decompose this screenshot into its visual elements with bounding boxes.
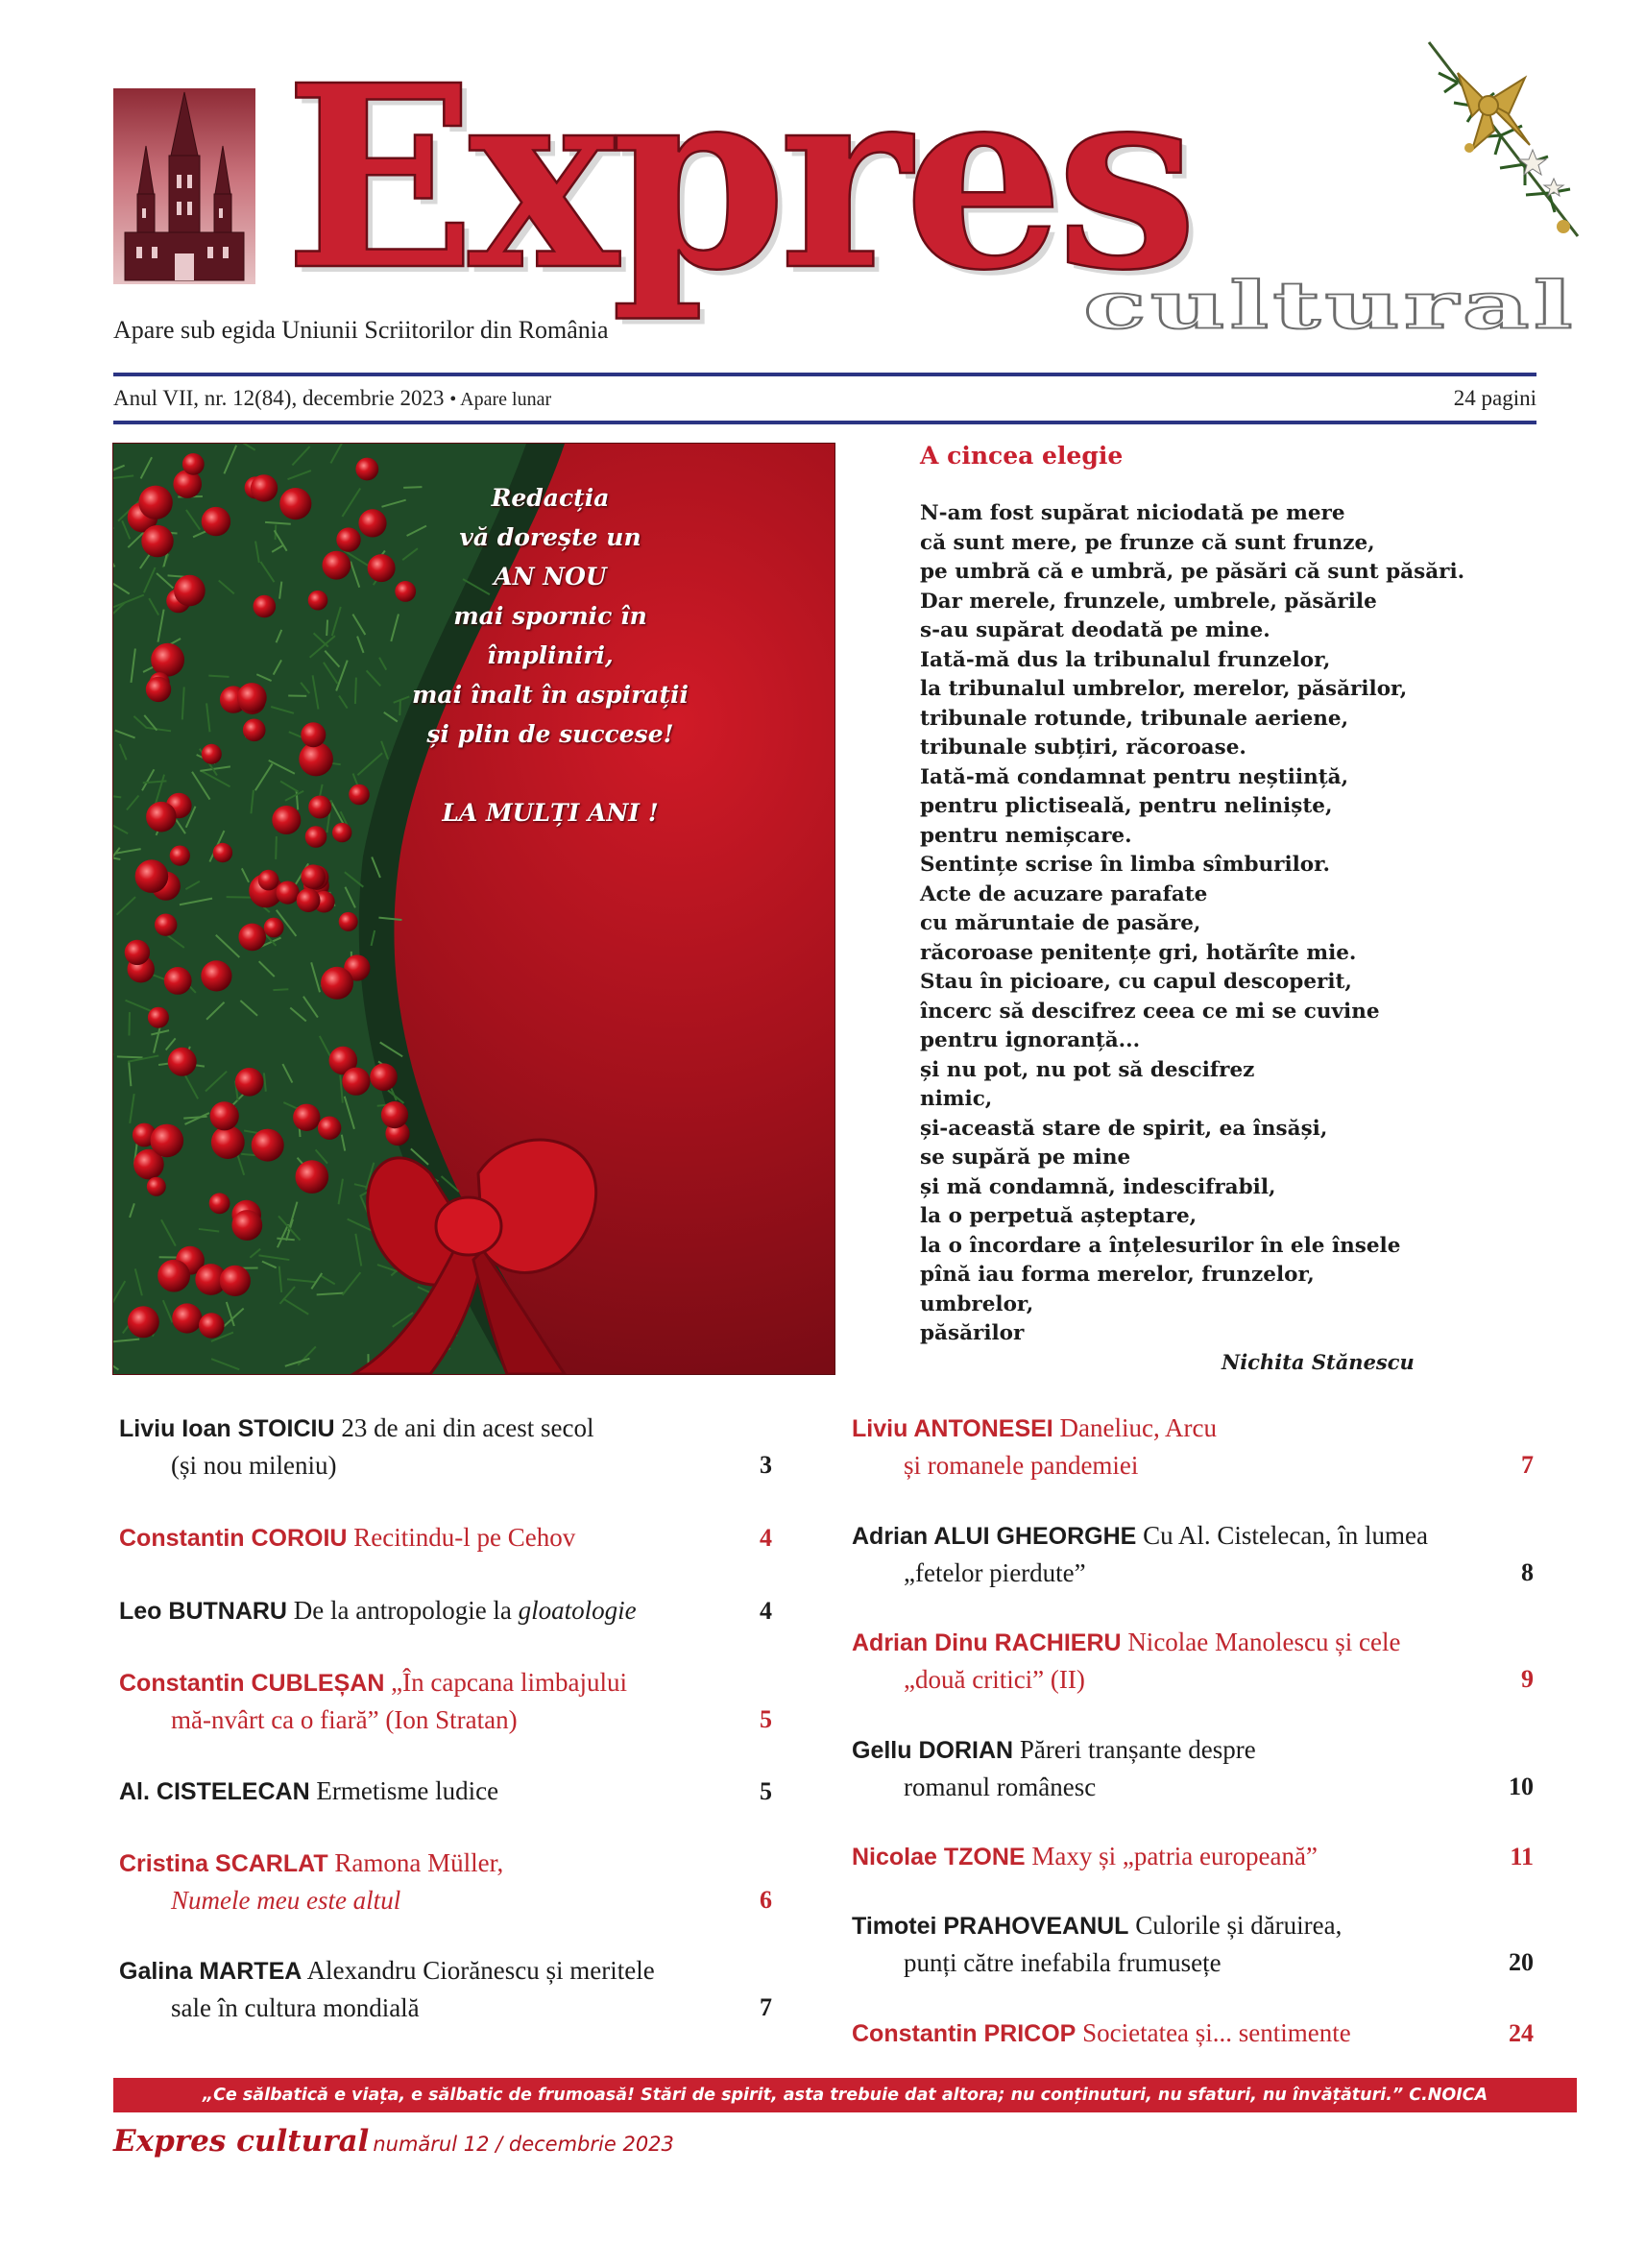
toc-author: Constantin COROIU	[119, 1525, 348, 1552]
greeting-wish: LA MULȚI ANI !	[442, 799, 659, 827]
toc-title: Păreri tranșante despre	[1019, 1735, 1256, 1764]
poem-line: la o perpetuă așteptare,	[920, 1204, 1197, 1228]
issue-info	[113, 386, 551, 411]
toc-title-cont: „două critici” (II)	[904, 1665, 1085, 1694]
poem-line: și-această stare de spirit, ea însăși,	[920, 1116, 1328, 1141]
footer-issue: numărul 12 / decembrie 2023	[373, 2133, 674, 2156]
greeting-line: vă dorește un	[459, 523, 641, 551]
issue-frequency: • Apare lunar	[449, 389, 552, 410]
toc-page: 6	[760, 1886, 772, 1914]
toc-page: 7	[760, 1993, 772, 2021]
poem-line: că sunt mere, pe frunze că sunt frunze,	[920, 530, 1375, 555]
toc-entry[interactable]	[119, 1410, 772, 1484]
toc-author: Liviu ANTONESEI	[852, 1415, 1053, 1442]
poem-line: umbrelor,	[920, 1291, 1034, 1316]
toc-entry[interactable]	[119, 1845, 772, 1918]
poem-title: A cincea elegie	[920, 442, 1124, 470]
poem-line: pentru ignoranță...	[920, 1028, 1141, 1052]
toc-title-cont: punți către inefabila frumusețe	[904, 1948, 1222, 1977]
toc-entry[interactable]	[119, 1664, 772, 1738]
toc-entry[interactable]	[852, 1624, 1534, 1698]
poem-line: Stau în picioare, cu capul descoperit,	[920, 970, 1352, 994]
poem-line: pînă iau forma merelor, frunzelor,	[920, 1263, 1315, 1287]
masthead-subtitle: cultural	[1083, 268, 1577, 344]
toc-title-cont: sale în cultura mondială	[171, 1993, 420, 2022]
toc-author: Adrian ALUI GHEORGHE	[852, 1523, 1137, 1550]
poem-line: Dar merele, frunzele, umbrele, păsările	[920, 589, 1377, 614]
toc-title: Societatea și... sentimente	[1082, 2018, 1351, 2047]
toc-author: Nicolae TZONE	[852, 1844, 1026, 1870]
publisher-tagline: Apare sub egida Uniunii Scriitorilor din România	[113, 316, 609, 344]
poem-line: Sentințe scrise în limba sîmburilor.	[920, 853, 1330, 877]
poem-line: cu măruntaie de pasăre,	[920, 911, 1201, 935]
toc-title: 23 de ani din acest secol	[341, 1413, 594, 1442]
poem-line: tribunale rotunde, tribunale aeriene,	[920, 706, 1349, 731]
masthead-logo-tower	[113, 88, 255, 284]
toc-title-cont: și romanele pandemiei	[904, 1451, 1139, 1480]
toc-entry[interactable]	[852, 1907, 1534, 1981]
poem-line: păsărilor	[920, 1321, 1025, 1345]
toc-title: De la antropologie la	[293, 1596, 512, 1625]
toc-author: Timotei PRAHOVEANUL	[852, 1913, 1129, 1940]
toc-title: Recitindu-l pe Cehov	[353, 1523, 576, 1552]
toc-entry[interactable]	[119, 1773, 772, 1810]
toc-author: Galina MARTEA	[119, 1958, 302, 1985]
toc-author: Adrian Dinu RACHIERU	[852, 1629, 1122, 1656]
toc-title: Daneliuc, Arcu	[1059, 1413, 1217, 1442]
poem-line: Iată-mă dus la tribunalul frunzelor,	[920, 647, 1331, 672]
poem-author: Nichita Stănescu	[1222, 1350, 1415, 1374]
poem-line: Iată-mă condamnat pentru neștiință,	[920, 764, 1349, 789]
greeting-message	[406, 478, 694, 832]
toc-page: 3	[760, 1451, 772, 1479]
poem-body	[920, 499, 1464, 1349]
toc-title: Culorile și dăruirea,	[1135, 1911, 1343, 1940]
poem-line: se supără pe mine	[920, 1146, 1131, 1170]
toc-title: Ermetisme ludice	[316, 1776, 499, 1805]
poem-line: la tribunalul umbrelor, merelor, păsărilor,	[920, 677, 1408, 701]
toc-title: Maxy și „patria europeană”	[1031, 1842, 1318, 1870]
poem-line: nimic,	[920, 1087, 993, 1111]
masthead-rule-bottom	[113, 421, 1536, 424]
toc-title-italic: gloatologie	[518, 1596, 637, 1625]
toc-title-cont: mă-nvârt ca o fiară” (Ion Stratan)	[171, 1705, 518, 1734]
toc-entry[interactable]	[119, 1519, 772, 1556]
toc-page: 5	[760, 1777, 772, 1805]
greeting-line: mai înalt în aspirații	[411, 681, 689, 709]
noica-quote-banner: „Ce sălbatică e viața, e sălbatic de frumoasă! Stări de spirit, asta trebuie dat altora; nu conținuturi, nu sfaturi, nu învățături.” C.NOICA	[113, 2078, 1577, 2112]
toc-entry[interactable]	[852, 1517, 1534, 1591]
toc-page: 24	[1509, 2019, 1534, 2047]
christmas-wreath-image	[113, 444, 835, 1374]
toc-title-cont: „fetelor pierdute”	[904, 1558, 1086, 1587]
toc-page: 20	[1509, 1948, 1534, 1976]
toc-page: 11	[1510, 1843, 1534, 1870]
poem-line: și nu pot, nu pot să descifrez	[920, 1057, 1255, 1082]
toc-author: Al. CISTELECAN	[119, 1778, 310, 1805]
toc-entry[interactable]	[852, 2015, 1534, 2052]
masthead-title: Expres	[284, 30, 1191, 326]
issue-number: Anul VII, nr. 12(84), decembrie 2023	[113, 386, 445, 410]
toc-entry[interactable]	[852, 1410, 1534, 1484]
toc-title: Ramona Müller,	[334, 1848, 504, 1877]
toc-title: „În capcana limbajului	[391, 1668, 628, 1697]
page-footer	[113, 2124, 674, 2159]
page-count: 24 pagini	[1453, 386, 1536, 410]
toc-title: Cu Al. Cistelecan, în lumea	[1143, 1521, 1429, 1550]
holly-bow-ornament-icon	[1419, 35, 1587, 246]
toc-author: Gellu DORIAN	[852, 1737, 1014, 1764]
toc-entry[interactable]	[119, 1952, 772, 2026]
toc-page: 9	[1521, 1665, 1534, 1693]
toc-page: 4	[760, 1524, 772, 1552]
toc-title-cont: romanul românesc	[904, 1773, 1097, 1801]
toc-page: 10	[1509, 1773, 1534, 1800]
toc-page: 5	[760, 1705, 772, 1733]
toc-title: Alexandru Ciorănescu și meritele	[306, 1956, 655, 1985]
poem-line: Acte de acuzare parafate	[920, 881, 1208, 906]
toc-entry[interactable]	[852, 1731, 1534, 1805]
poem-line: pentru nemișcare.	[920, 823, 1132, 848]
greeting-line: mai spornic în împliniri,	[453, 602, 647, 669]
toc-author: Leo BUTNARU	[119, 1598, 287, 1625]
greeting-line: AN NOU	[494, 563, 607, 591]
toc-author: Liviu Ioan STOICIU	[119, 1415, 335, 1442]
masthead-rule-top	[113, 373, 1536, 376]
toc-entry[interactable]	[852, 1838, 1534, 1875]
footer-brand: Expres cultural	[113, 2124, 370, 2159]
poem-line: tribunale subțiri, răcoroase.	[920, 736, 1246, 760]
toc-title-cont: (și nou mileniu)	[171, 1451, 337, 1480]
poem-line: răcoroase penitențe gri, hotărîte mie.	[920, 940, 1357, 965]
toc-author: Constantin PRICOP	[852, 2020, 1077, 2047]
toc-author: Cristina SCARLAT	[119, 1850, 328, 1877]
poem-line: și mă condamnă, indescifrabil,	[920, 1174, 1276, 1199]
poem-line: pe umbră că e umbră, pe păsări că sunt păsări.	[920, 560, 1465, 584]
toc-title: Nicolae Manolescu și cele	[1127, 1628, 1401, 1656]
toc-title-cont: Numele meu este altul	[171, 1886, 401, 1915]
toc-page: 4	[760, 1597, 772, 1625]
toc-page: 8	[1521, 1558, 1534, 1586]
poem-line: N-am fost supărat niciodată pe mere	[920, 501, 1345, 525]
toc-author: Constantin CUBLEȘAN	[119, 1670, 385, 1697]
greeting-line: Redacția	[491, 484, 610, 512]
toc-page: 7	[1521, 1451, 1534, 1479]
poem-line: s-au supărat deodată pe mine.	[920, 618, 1270, 642]
toc-entry[interactable]	[119, 1592, 772, 1629]
poem-line: pentru plictiseală, pentru neliniște,	[920, 794, 1333, 818]
poem-line: la o încordare a înțelesurilor în ele însele	[920, 1233, 1401, 1258]
greeting-line: și plin de succese!	[426, 720, 674, 748]
poem-line: încerc să descifrez ceea ce mi se cuvine	[920, 999, 1380, 1024]
